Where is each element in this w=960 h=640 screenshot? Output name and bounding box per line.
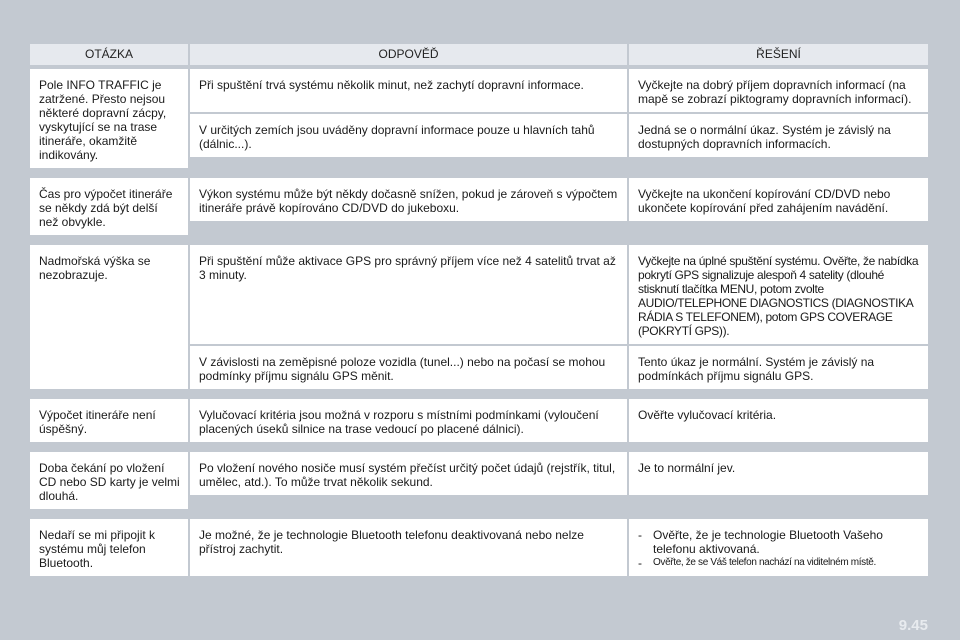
faq-group	[30, 69, 928, 168]
solution-cell: Ověřte vylučovací kritéria.	[629, 399, 928, 442]
faq-group	[30, 452, 928, 509]
answer-cell: Je možné, že je technologie Bluetooth telefonu deaktivovaná nebo nelze přístroj zachytit.	[190, 519, 627, 576]
solution-cell: Je to normální jev.	[629, 452, 928, 495]
solution-cell: Vyčkejte na ukončení kopírování CD/DVD nebo ukončete kopírování před zahájením navádění.	[629, 178, 928, 221]
question-cell: Doba čekání po vložení CD nebo SD karty je velmi dlouhá.	[30, 452, 188, 509]
answer-cell: Při spuštění trvá systému několik minut, než zachytí dopravní informace.	[190, 69, 627, 112]
faq-table	[30, 44, 928, 586]
solution-list-item	[638, 528, 920, 556]
answer-cell: Po vložení nového nosiče musí systém přečíst určitý počet údajů (rejstřík, titul, umělec, atd.). To může trvat několik sekund.	[190, 452, 627, 495]
solution-cell: Vyčkejte na úplné spuštění systému. Ověřte, že nabídka pokrytí GPS signalizuje alespoň 4 satelity (dlouhé stisknutí tlačítka MENU, potom zvolte AUDIO/TELEPHONE DIAGNOSTICS (DIAGNOSTIKA RÁDIA S TELEFONEM), potom GPS COVERAGE (POKRYTÍ GPS)).	[629, 245, 928, 344]
question-cell: Výpočet itineráře není úspěšný.	[30, 399, 188, 442]
header-question: OTÁZKA	[30, 44, 188, 65]
header-answer: ODPOVĚĎ	[190, 44, 627, 65]
table-row	[190, 245, 928, 344]
solution-list-text: Ověřte, že je technologie Bluetooth Vašeho telefonu aktivovaná.	[653, 528, 883, 556]
faq-group	[30, 399, 928, 442]
question-cell: Nedaří se mi připojit k systému můj telefon Bluetooth.	[30, 519, 188, 576]
answer-cell: Vylučovací kritéria jsou možná v rozporu s místními podmínkami (vyloučení placených úseků silnice na trase vedoucí po placené dálnici).	[190, 399, 627, 442]
answer-cell: Při spuštění může aktivace GPS pro správný příjem více než 4 satelitů trvat až 3 minuty.	[190, 245, 627, 344]
table-row	[190, 452, 928, 495]
answer-cell: V závislosti na zeměpisné poloze vozidla (tunel...) nebo na počasí se mohou podmínky příjmu signálu GPS měnit.	[190, 346, 627, 389]
solution-cell: Tento úkaz je normální. Systém je závislý na podmínkách příjmu signálu GPS.	[629, 346, 928, 389]
table-row	[190, 346, 928, 389]
solution-list-text: Ověřte, že se Váš telefon nachází na viditelném místě.	[653, 557, 876, 568]
list-dash: -	[638, 556, 642, 570]
page-number: 9.45	[898, 617, 928, 634]
solution-list-item	[638, 556, 920, 570]
answer-cell: V určitých zemích jsou uváděny dopravní informace pouze u hlavních tahů (dálnic...).	[190, 114, 627, 157]
question-cell: Nadmořská výška se nezobrazuje.	[30, 245, 188, 389]
faq-group	[30, 519, 928, 576]
table-row	[190, 519, 928, 576]
table-row	[190, 114, 928, 157]
table-row	[190, 399, 928, 442]
solution-cell	[629, 519, 928, 576]
faq-group	[30, 245, 928, 389]
answer-cell: Výkon systému může být někdy dočasně snížen, pokud je zároveň s výpočtem itineráře právě kopírováno CD/DVD do jukeboxu.	[190, 178, 627, 221]
question-cell: Pole INFO TRAFFIC je zatržené. Přesto nejsou některé dopravní zácpy, vyskytující se na trase itineráře, okamžitě indikovány.	[30, 69, 188, 168]
table-header	[30, 44, 928, 65]
list-dash: -	[638, 528, 642, 542]
table-row	[190, 69, 928, 112]
solution-cell: Jedná se o normální úkaz. Systém je závislý na dostupných dopravních informacích.	[629, 114, 928, 157]
table-row	[190, 178, 928, 221]
header-solution: ŘEŠENÍ	[629, 44, 928, 65]
faq-group	[30, 178, 928, 235]
question-cell: Čas pro výpočet itineráře se někdy zdá být delší než obvykle.	[30, 178, 188, 235]
solution-cell: Vyčkejte na dobrý příjem dopravních informací (na mapě se zobrazí piktogramy dopravních informací).	[629, 69, 928, 112]
